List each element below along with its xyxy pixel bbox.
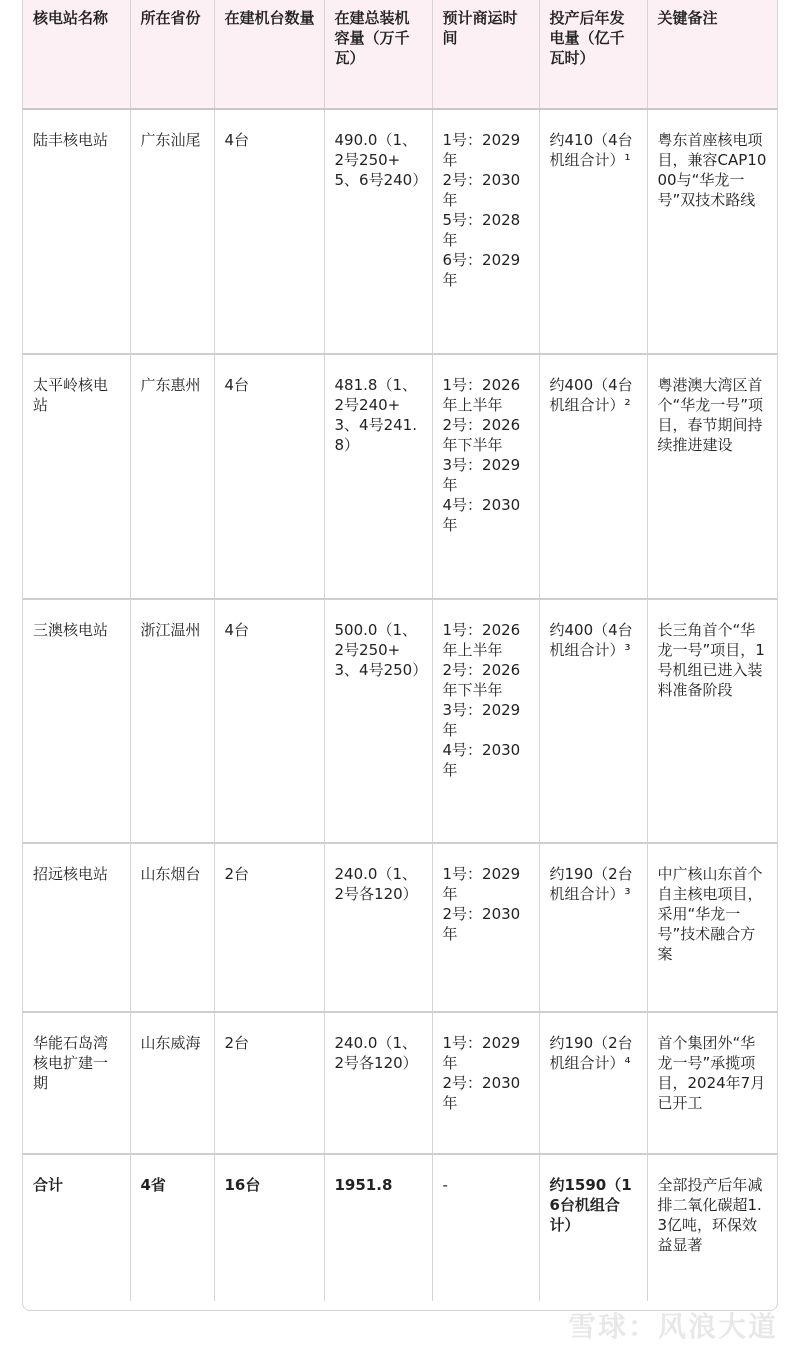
- cell-capacity: 481.8（1、2号240+3、4号241.8）: [324, 354, 432, 599]
- cell-province: 山东烟台: [130, 843, 214, 1012]
- header-notes: 关键备注: [647, 0, 777, 109]
- cell-annual-generation: 约190（2台机组合计）³: [539, 843, 647, 1012]
- total-row: [23, 1154, 777, 1301]
- cell-capacity: 490.0（1、2号250+5、6号240）: [324, 109, 432, 354]
- cell-notes: 粤东首座核电项目，兼容CAP1000与“华龙一号”双技术路线: [657, 131, 767, 209]
- cell-annual-generation: 约190（2台机组合计）⁴: [539, 1012, 647, 1154]
- table-row: [23, 843, 777, 1012]
- cell-unit-count: 2台: [214, 1012, 324, 1154]
- watermark: 雪球：风浪大道: [567, 1310, 778, 1343]
- cell-commercial-operation: 1号：2029年 2号：2030年 5号：2028年 6号：2029年: [432, 109, 539, 354]
- cell-unit-count: 4台: [214, 109, 324, 354]
- cell-station-name: 太平岭核电站: [23, 354, 130, 599]
- header-commercial-operation: 预计商运时间: [432, 0, 539, 109]
- header-capacity: 在建总装机容量（万千瓦）: [324, 0, 432, 109]
- cell-notes: 长三角首个“华龙一号”项目，1号机组已进入装料准备阶段: [657, 621, 765, 699]
- total-unit-count: 16台: [214, 1154, 324, 1301]
- cell-notes: 粤港澳大湾区首个“华龙一号”项目，春节期间持续推进建设: [657, 376, 764, 454]
- total-province: 4省: [130, 1154, 214, 1301]
- table-row: [23, 109, 777, 354]
- cell-commercial-operation: 1号：2029年 2号：2030年: [432, 843, 539, 1012]
- cell-station-name: 陆丰核电站: [23, 109, 130, 354]
- total-notes: 全部投产后年减排二氧化碳超1.3亿吨，环保效益显著: [657, 1176, 763, 1254]
- header-station-name: 核电站名称: [23, 0, 130, 109]
- header-province: 所在省份: [130, 0, 214, 109]
- cell-station-name: 三澳核电站: [23, 599, 130, 843]
- table-row: [23, 354, 777, 599]
- total-capacity: 1951.8: [324, 1154, 432, 1301]
- cell-notes: 首个集团外“华龙一号”承揽项目，2024年7月已开工: [657, 1034, 766, 1112]
- header-annual-generation: 投产后年发电量（亿千瓦时）: [539, 0, 647, 109]
- cell-commercial-operation: 1号：2026年上半年 2号：2026年下半年 3号：2029年 4号：2030年: [432, 599, 539, 843]
- cell-annual-generation: 约400（4台机组合计）²: [539, 354, 647, 599]
- cell-commercial-operation: 1号：2026年上半年 2号：2026年下半年 3号：2029年 4号：2030年: [432, 354, 539, 599]
- cell-station-name: 华能石岛湾核电扩建一期: [23, 1012, 130, 1154]
- cell-annual-generation: 约410（4台机组合计）¹: [539, 109, 647, 354]
- cell-annual-generation: 约400（4台机组合计）³: [539, 599, 647, 843]
- nuclear-plant-table-container: [22, 0, 778, 1311]
- cell-province: 山东威海: [130, 1012, 214, 1154]
- table-row: [23, 1012, 777, 1154]
- header-unit-count: 在建机台数量: [214, 0, 324, 109]
- total-commercial-operation: -: [432, 1154, 539, 1301]
- cell-capacity: 240.0（1、2号各120）: [324, 843, 432, 1012]
- cell-notes: 中广核山东首个自主核电项目，采用“华龙一号”技术融合方案: [657, 865, 763, 963]
- cell-unit-count: 4台: [214, 599, 324, 843]
- total-station-name: 合计: [23, 1154, 130, 1301]
- cell-province: 广东惠州: [130, 354, 214, 599]
- cell-capacity: 240.0（1、2号各120）: [324, 1012, 432, 1154]
- cell-province: 浙江温州: [130, 599, 214, 843]
- cell-unit-count: 4台: [214, 354, 324, 599]
- nuclear-plant-table: [23, 0, 777, 1301]
- cell-capacity: 500.0（1、2号250+3、4号250）: [324, 599, 432, 843]
- table-header-row: [23, 0, 777, 109]
- cell-province: 广东汕尾: [130, 109, 214, 354]
- cell-commercial-operation: 1号：2029年 2号：2030年: [432, 1012, 539, 1154]
- cell-unit-count: 2台: [214, 843, 324, 1012]
- cell-station-name: 招远核电站: [23, 843, 130, 1012]
- total-annual-generation: 约1590（16台机组合计）: [539, 1154, 647, 1301]
- table-row: [23, 599, 777, 843]
